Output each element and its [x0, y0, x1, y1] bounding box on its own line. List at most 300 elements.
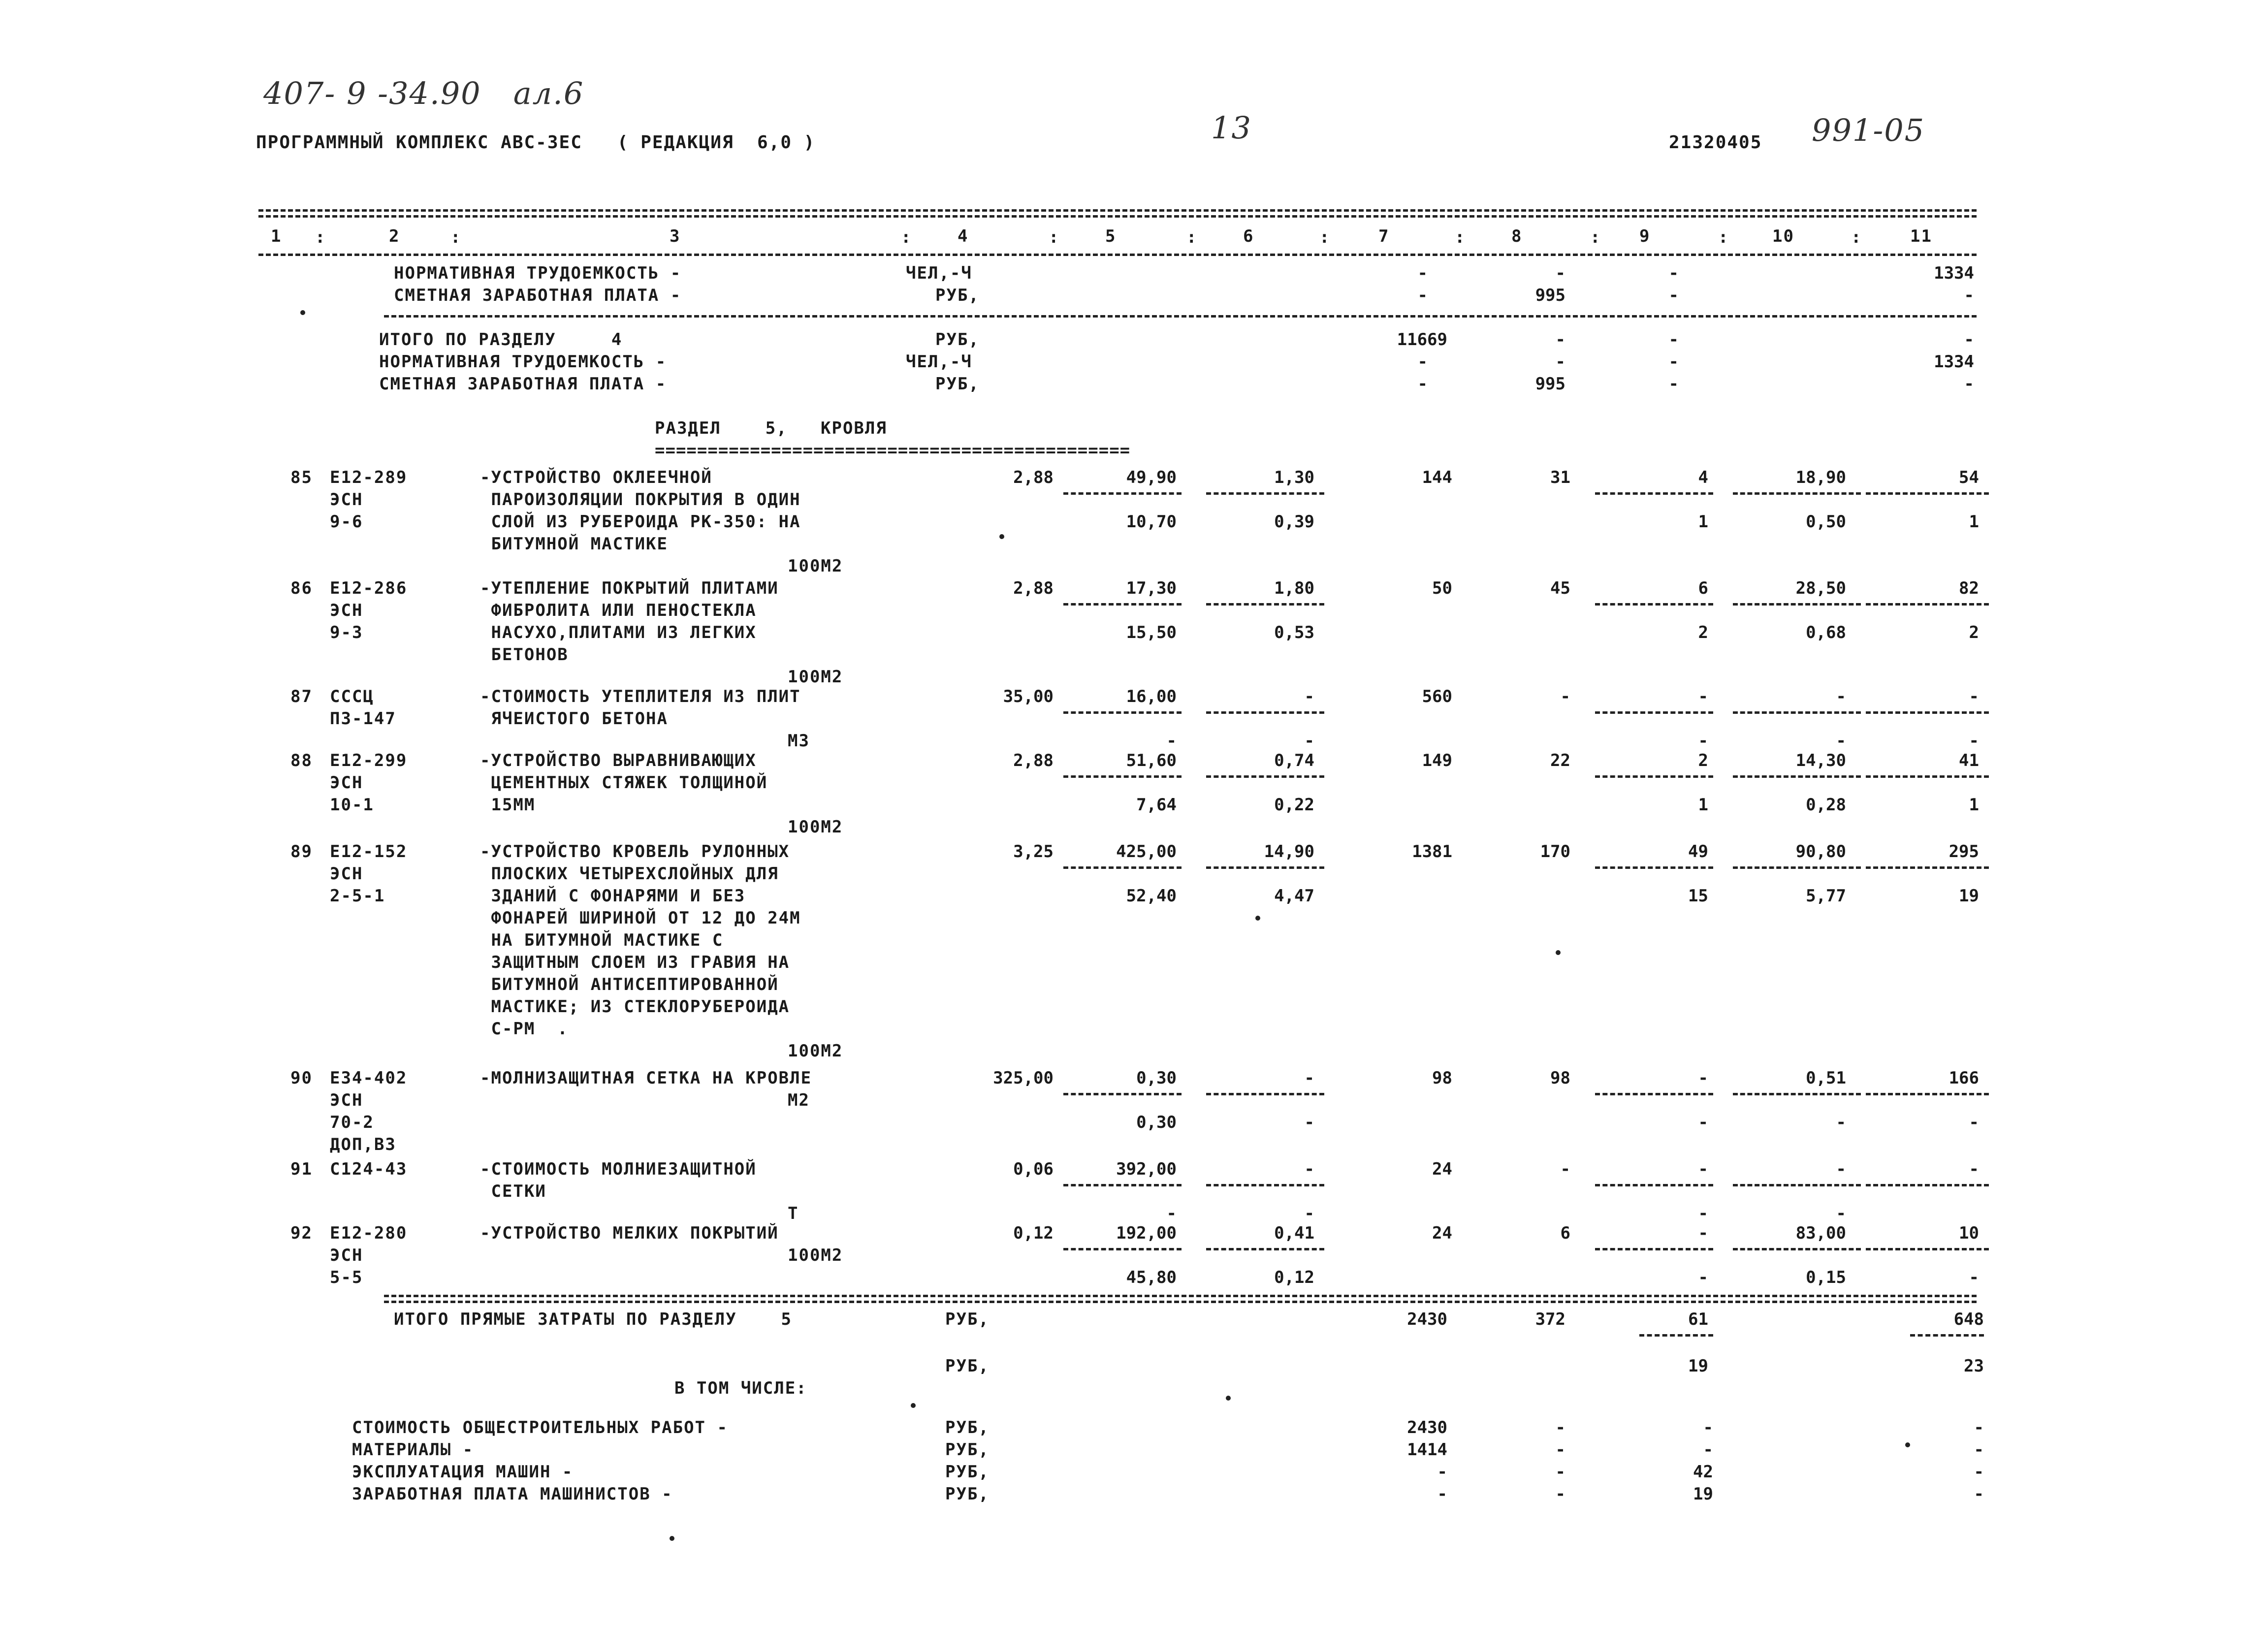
value-divider [1063, 1248, 1182, 1250]
item-c7: 1381 [1412, 842, 1452, 862]
item-unit: 100М2 [788, 1245, 843, 1265]
item-number: 85 [290, 468, 313, 487]
breakdown-c9: 19 [1693, 1484, 1713, 1504]
item-description: ФИБРОЛИТА ИЛИ ПЕНОСТЕКЛА [480, 601, 757, 620]
item-c9b: - [1698, 1113, 1708, 1132]
item-c8: 98 [1550, 1068, 1570, 1088]
breakdown-label: ЗАРАБОТНАЯ ПЛАТА МАШИНИСТОВ - [352, 1484, 673, 1504]
item-c9b: 1 [1698, 795, 1708, 815]
item-c10a: 83,00 [1795, 1223, 1846, 1243]
item-c6b: 4,47 [1274, 886, 1314, 906]
item-number: 88 [290, 751, 313, 770]
scan-speck [1226, 1396, 1231, 1401]
item-c11a: 41 [1959, 751, 1979, 770]
item-description: ФОНАРЕЙ ШИРИНОЙ ОТ 12 ДО 24М [480, 908, 801, 928]
column-header-1: 1 [271, 226, 282, 246]
item-c4: 0,12 [1013, 1223, 1054, 1243]
breakdown-c9: - [1703, 1418, 1713, 1437]
header-rule-top-2 [258, 215, 1977, 218]
item-description: -УСТРОЙСТВО КРОВЕЛЬ РУЛОННЫХ [480, 842, 790, 862]
item-c10b: - [1836, 731, 1846, 751]
breakdown-c9: 42 [1693, 1462, 1713, 1482]
value-divider [1733, 603, 1861, 606]
totals-label: ИТОГО ПРЯМЫЕ ЗАТРАТЫ ПО РАЗДЕЛУ 5 [394, 1309, 792, 1329]
item-code: Е34-402 [330, 1068, 408, 1088]
totals-c11a: 648 [1953, 1309, 1984, 1329]
column-separator: : [1319, 227, 1331, 247]
column-header-4: 4 [958, 226, 969, 246]
item-c4: 0,06 [1013, 1159, 1054, 1179]
item-c10a: 90,80 [1795, 842, 1846, 862]
header-rule-bottom [258, 254, 1977, 256]
item-c4: 2,88 [1013, 468, 1054, 487]
item-c7: 560 [1422, 687, 1452, 706]
breakdown-unit: РУБ, [945, 1418, 990, 1437]
column-header-3: 3 [670, 226, 681, 246]
item-c9a: - [1698, 1068, 1708, 1088]
item-code: ЭСН [330, 773, 363, 793]
breakdown-unit: РУБ, [945, 1440, 990, 1460]
value-divider [1733, 1093, 1861, 1095]
item-description: С-РМ . [480, 1019, 569, 1039]
item-code: ЭСН [330, 1245, 363, 1265]
item-c8: - [1560, 687, 1570, 706]
totals-unit-2: РУБ, [945, 1356, 990, 1376]
wage-c9: - [1668, 286, 1679, 305]
value-divider [1733, 1248, 1861, 1250]
value-divider [1866, 1248, 1989, 1250]
item-c5b: 15,50 [1126, 623, 1177, 642]
item-c10a: 28,50 [1795, 578, 1846, 598]
value-divider [1206, 603, 1324, 606]
total-c8: - [1555, 330, 1565, 350]
item-code: ЭСН [330, 601, 363, 620]
breakdown-unit: РУБ, [945, 1462, 990, 1482]
breakdown-c7: 2430 [1407, 1418, 1447, 1437]
item-c10b: - [1836, 1113, 1846, 1132]
item-c9a: 6 [1698, 578, 1708, 598]
item-c9a: - [1698, 1159, 1708, 1179]
item-description: ЯЧЕИСТОГО БЕТОНА [480, 709, 668, 729]
total-label: ИТОГО ПО РАЗДЕЛУ 4 [379, 330, 623, 350]
breakdown-label: ЭКСПЛУАТАЦИЯ МАШИН - [352, 1462, 574, 1482]
wage2-unit: РУБ, [935, 374, 980, 394]
value-divider [1733, 775, 1861, 778]
item-description: 15ММ [480, 795, 536, 815]
item-description: БИТУМНОЙ АНТИСЕПТИРОВАННОЙ [480, 975, 779, 994]
wage-c8: 995 [1535, 286, 1565, 305]
totals-unit-1: РУБ, [945, 1309, 990, 1329]
item-c11b: - [1969, 1113, 1979, 1132]
item-description: -УСТРОЙСТВО ВЫРАВНИВАЮЩИХ [480, 751, 757, 770]
item-number: 87 [290, 687, 313, 706]
including-label: В ТОМ ЧИСЛЕ: [674, 1378, 807, 1398]
total-c9: - [1668, 330, 1679, 350]
totals-c8: 372 [1535, 1309, 1565, 1329]
value-divider [1063, 603, 1182, 606]
item-c4: 325,00 [993, 1068, 1054, 1088]
item-code: Е12-289 [330, 468, 408, 487]
column-header-10: 10 [1772, 226, 1794, 246]
item-c4: 2,88 [1013, 578, 1054, 598]
value-divider [1733, 866, 1861, 869]
item-c11b: 1 [1969, 795, 1979, 815]
item-code: 9-6 [330, 512, 363, 532]
totals-c7: 2430 [1407, 1309, 1447, 1329]
item-c6a: 0,74 [1274, 751, 1314, 770]
value-divider [1206, 1248, 1324, 1250]
handwritten-document-code: 407- 9 -34.90 ал.6 [263, 75, 584, 111]
handwritten-suffix: 991-05 [1812, 112, 1925, 148]
totals-c11-rule [1910, 1334, 1984, 1337]
labor2-c8: - [1555, 352, 1565, 372]
breakdown-c11: - [1974, 1484, 1984, 1504]
column-separator: : [1186, 227, 1198, 247]
wage-c7: - [1417, 286, 1428, 305]
totals-c9b: 19 [1688, 1356, 1708, 1376]
column-separator: : [315, 227, 326, 247]
breakdown-c8: - [1555, 1440, 1565, 1460]
column-header-8: 8 [1511, 226, 1523, 246]
labor2-c9: - [1668, 352, 1679, 372]
item-description: НАСУХО,ПЛИТАМИ ИЗ ЛЕГКИХ [480, 623, 757, 642]
item-c11a: 295 [1949, 842, 1979, 862]
scan-speck [1255, 916, 1260, 921]
breakdown-c9: - [1703, 1440, 1713, 1460]
labor-c7: - [1417, 263, 1428, 283]
value-divider [1206, 1093, 1324, 1095]
item-c11b: 1 [1969, 512, 1979, 532]
item-code: 9-3 [330, 623, 363, 642]
value-divider [1063, 866, 1182, 869]
column-separator: : [1590, 227, 1601, 247]
totals-c11b: 23 [1964, 1356, 1984, 1376]
section-5-underline: ============================================= [655, 441, 1131, 460]
item-c9b: - [1698, 1204, 1708, 1223]
column-header-6: 6 [1243, 226, 1254, 246]
item-number: 92 [290, 1223, 313, 1243]
item-code: ДОП,В3 [330, 1135, 396, 1154]
breakdown-c11: - [1974, 1440, 1984, 1460]
item-description: -УТЕПЛЕНИЕ ПОКРЫТИЙ ПЛИТАМИ [480, 578, 779, 598]
value-divider [1595, 775, 1713, 778]
item-c10b: 0,15 [1806, 1268, 1846, 1287]
item-c5a: 192,00 [1116, 1223, 1177, 1243]
item-c5a: 0,30 [1136, 1068, 1177, 1088]
column-separator: : [1851, 227, 1862, 247]
item-c9a: - [1698, 1223, 1708, 1243]
column-header-11: 11 [1910, 226, 1932, 246]
item-description: СЛОЙ ИЗ РУБЕРОИДА РК-350: НА [480, 512, 801, 532]
total-c7: 11669 [1397, 330, 1447, 350]
item-c9a: 2 [1698, 751, 1708, 770]
item-number: 91 [290, 1159, 313, 1179]
column-header-5: 5 [1105, 226, 1117, 246]
wage2-label: СМЕТНАЯ ЗАРАБОТНАЯ ПЛАТА - [379, 374, 667, 394]
breakdown-c11: - [1974, 1418, 1984, 1437]
item-code: 10-1 [330, 795, 374, 815]
item-c9b: 1 [1698, 512, 1708, 532]
item-c10a: - [1836, 1159, 1846, 1179]
item-unit: 100М2 [788, 667, 843, 687]
item-unit: М3 [788, 731, 810, 751]
item-c11a: 10 [1959, 1223, 1979, 1243]
labor-c9: - [1668, 263, 1679, 283]
item-c6a: 0,41 [1274, 1223, 1314, 1243]
item-c11a: 82 [1959, 578, 1979, 598]
item-c6b: 0,53 [1274, 623, 1314, 642]
labor2-unit: ЧЕЛ,-Ч [906, 352, 972, 372]
labor-c8: - [1555, 263, 1565, 283]
scan-speck [999, 534, 1004, 539]
value-divider [1866, 866, 1989, 869]
item-description: -СТОИМОСТЬ МОЛНИЕЗАЩИТНОЙ [480, 1159, 757, 1179]
item-c11a: - [1969, 1159, 1979, 1179]
labor-c11: 1334 [1934, 263, 1974, 283]
value-divider [1595, 866, 1713, 869]
item-number: 86 [290, 578, 313, 598]
section-4-rule [384, 315, 1977, 318]
value-divider [1866, 603, 1989, 606]
totals-rule [384, 1295, 1977, 1297]
breakdown-c7: - [1437, 1484, 1447, 1504]
value-divider [1595, 1093, 1713, 1095]
item-c6b: - [1304, 1113, 1314, 1132]
wage2-c7: - [1417, 374, 1428, 394]
value-divider [1595, 492, 1713, 495]
wage-c11: - [1964, 286, 1974, 305]
item-c8: - [1560, 1159, 1570, 1179]
item-c5a: 17,30 [1126, 578, 1177, 598]
page-number: 13 [1211, 110, 1252, 146]
item-number: 90 [290, 1068, 313, 1088]
item-code: Е12-280 [330, 1223, 408, 1243]
value-divider [1206, 492, 1324, 495]
item-c10a: - [1836, 687, 1846, 706]
breakdown-unit: РУБ, [945, 1484, 990, 1504]
item-c5a: 16,00 [1126, 687, 1177, 706]
item-c9a: 49 [1688, 842, 1708, 862]
wage2-c8: 995 [1535, 374, 1565, 394]
value-divider [1866, 492, 1989, 495]
item-c5a: 425,00 [1116, 842, 1177, 862]
item-c10a: 18,90 [1795, 468, 1846, 487]
wage-unit: РУБ, [935, 286, 980, 305]
scan-speck [670, 1536, 674, 1541]
item-c6b: - [1304, 1204, 1314, 1223]
item-unit: 100М2 [788, 1041, 843, 1061]
breakdown-c8: - [1555, 1418, 1565, 1437]
item-c6a: - [1304, 1159, 1314, 1179]
wage2-c11: - [1964, 374, 1974, 394]
item-code: ЭСН [330, 490, 363, 510]
column-separator: : [1718, 227, 1729, 247]
item-number: 89 [290, 842, 313, 862]
item-unit: М2 [788, 1090, 810, 1110]
item-c6a: 1,80 [1274, 578, 1314, 598]
item-code: Е12-299 [330, 751, 408, 770]
item-c7: 24 [1432, 1159, 1452, 1179]
labor2-c7: - [1417, 352, 1428, 372]
item-code: СССЦ [330, 687, 374, 706]
item-description: ЗДАНИЙ С ФОНАРЯМИ И БЕЗ [480, 886, 746, 906]
item-c8: 22 [1550, 751, 1570, 770]
item-c10a: 0,51 [1806, 1068, 1846, 1088]
item-c11b: - [1969, 731, 1979, 751]
item-c9b: - [1698, 1268, 1708, 1287]
item-code: С124-43 [330, 1159, 408, 1179]
item-c10b: 0,50 [1806, 512, 1846, 532]
item-c11a: - [1969, 687, 1979, 706]
item-c6a: 14,90 [1264, 842, 1314, 862]
item-unit: Т [788, 1204, 799, 1223]
item-c5b: 10,70 [1126, 512, 1177, 532]
column-separator: : [1049, 227, 1060, 247]
value-divider [1595, 603, 1713, 606]
value-divider [1595, 1248, 1713, 1250]
labor2-label: НОРМАТИВНАЯ ТРУДОЕМКОСТЬ - [379, 352, 667, 372]
total-unit: РУБ, [935, 330, 980, 350]
labor-label: НОРМАТИВНАЯ ТРУДОЕМКОСТЬ - [394, 263, 682, 283]
item-c5a: 392,00 [1116, 1159, 1177, 1179]
item-description: -УСТРОЙСТВО ОКЛЕЕЧНОЙ [480, 468, 712, 487]
item-code: 2-5-1 [330, 886, 385, 906]
item-c9b: 2 [1698, 623, 1708, 642]
column-header-2: 2 [389, 226, 400, 246]
value-divider [1595, 711, 1713, 714]
totals-c9-rule [1639, 1334, 1713, 1337]
item-c11a: 166 [1949, 1068, 1979, 1088]
value-divider [1206, 711, 1324, 714]
value-divider [1733, 1184, 1861, 1186]
item-c5b: 52,40 [1126, 886, 1177, 906]
item-c4: 35,00 [1003, 687, 1054, 706]
value-divider [1206, 1184, 1324, 1186]
breakdown-c8: - [1555, 1462, 1565, 1482]
scan-speck [1556, 950, 1561, 955]
item-c5b: 0,30 [1136, 1113, 1177, 1132]
wage2-c9: - [1668, 374, 1679, 394]
item-description: БИТУМНОЙ МАСТИКЕ [480, 534, 668, 554]
item-c11b: 19 [1959, 886, 1979, 906]
value-divider [1063, 492, 1182, 495]
item-c8: 170 [1540, 842, 1570, 862]
item-description: МАСТИКЕ; ИЗ СТЕКЛОРУБЕРОИДА [480, 997, 790, 1017]
scan-speck [1905, 1442, 1910, 1447]
item-c9a: - [1698, 687, 1708, 706]
column-header-9: 9 [1639, 226, 1651, 246]
item-c9a: 4 [1698, 468, 1708, 487]
item-c6b: 0,12 [1274, 1268, 1314, 1287]
item-code: ЭСН [330, 1090, 363, 1110]
item-c5a: 51,60 [1126, 751, 1177, 770]
column-header-7: 7 [1378, 226, 1390, 246]
item-code: 70-2 [330, 1113, 374, 1132]
item-unit: 100М2 [788, 817, 843, 837]
value-divider [1733, 711, 1861, 714]
value-divider [1866, 711, 1989, 714]
column-separator: : [901, 227, 912, 247]
item-c6a: - [1304, 1068, 1314, 1088]
item-description: СЕТКИ [480, 1181, 546, 1201]
totals-rule-2 [384, 1301, 1977, 1303]
item-description: -МОЛНИЗАЩИТНАЯ СЕТКА НА КРОВЛЕ [480, 1068, 812, 1088]
item-description: НА БИТУМНОЙ МАСТИКЕ С [480, 930, 724, 950]
item-c10b: 5,77 [1806, 886, 1846, 906]
item-c10b: - [1836, 1204, 1846, 1223]
item-code: Е12-286 [330, 578, 408, 598]
value-divider [1866, 1093, 1989, 1095]
value-divider [1063, 1093, 1182, 1095]
item-c10b: 0,68 [1806, 623, 1846, 642]
value-divider [1063, 1184, 1182, 1186]
item-c11b: 2 [1969, 623, 1979, 642]
item-description: ЦЕМЕНТНЫХ СТЯЖЕК ТОЛЩИНОЙ [480, 773, 768, 793]
column-separator: : [450, 227, 462, 247]
item-c8: 45 [1550, 578, 1570, 598]
item-code: ЭСН [330, 864, 363, 884]
item-c11a: 54 [1959, 468, 1979, 487]
item-c5b: 7,64 [1136, 795, 1177, 815]
item-c4: 2,88 [1013, 751, 1054, 770]
item-c6b: 0,39 [1274, 512, 1314, 532]
totals-c9a: 61 [1688, 1309, 1708, 1329]
item-c5b: - [1166, 1204, 1177, 1223]
item-c7: 149 [1422, 751, 1452, 770]
item-c6a: - [1304, 687, 1314, 706]
document-number: 21320405 [1669, 132, 1762, 153]
item-code: Е12-152 [330, 842, 408, 862]
value-divider [1063, 711, 1182, 714]
labor2-c11: 1334 [1934, 352, 1974, 372]
item-c6b: - [1304, 731, 1314, 751]
item-c5a: 49,90 [1126, 468, 1177, 487]
breakdown-c7: - [1437, 1462, 1447, 1482]
item-description: -СТОИМОСТЬ УТЕПЛИТЕЛЯ ИЗ ПЛИТ [480, 687, 801, 706]
value-divider [1063, 775, 1182, 778]
total-c11: - [1964, 330, 1974, 350]
item-c9b: - [1698, 731, 1708, 751]
scan-speck [911, 1403, 916, 1408]
item-description: ЗАЩИТНЫМ СЛОЕМ ИЗ ГРАВИЯ НА [480, 953, 790, 972]
item-c7: 98 [1432, 1068, 1452, 1088]
item-c8: 6 [1560, 1223, 1570, 1243]
value-divider [1206, 775, 1324, 778]
labor-unit: ЧЕЛ,-Ч [906, 263, 972, 283]
value-divider [1866, 775, 1989, 778]
item-description: ПЛОСКИХ ЧЕТЫРЕХСЛОЙНЫХ ДЛЯ [480, 864, 779, 884]
breakdown-c11: - [1974, 1462, 1984, 1482]
value-divider [1733, 492, 1861, 495]
item-c5b: - [1166, 731, 1177, 751]
value-divider [1866, 1184, 1989, 1186]
column-separator: : [1455, 227, 1466, 247]
item-c4: 3,25 [1013, 842, 1054, 862]
item-unit: 100М2 [788, 556, 843, 576]
breakdown-label: СТОИМОСТЬ ОБЩЕСТРОИТЕЛЬНЫХ РАБОТ - [352, 1418, 728, 1437]
item-c6a: 1,30 [1274, 468, 1314, 487]
item-c10b: 0,28 [1806, 795, 1846, 815]
item-description: БЕТОНОВ [480, 645, 569, 665]
breakdown-c7: 1414 [1407, 1440, 1447, 1460]
value-divider [1595, 1184, 1713, 1186]
item-code: П3-147 [330, 709, 396, 729]
scan-speck [300, 310, 305, 315]
item-code: 5-5 [330, 1268, 363, 1287]
item-c6b: 0,22 [1274, 795, 1314, 815]
item-c5b: 45,80 [1126, 1268, 1177, 1287]
item-c7: 24 [1432, 1223, 1452, 1243]
